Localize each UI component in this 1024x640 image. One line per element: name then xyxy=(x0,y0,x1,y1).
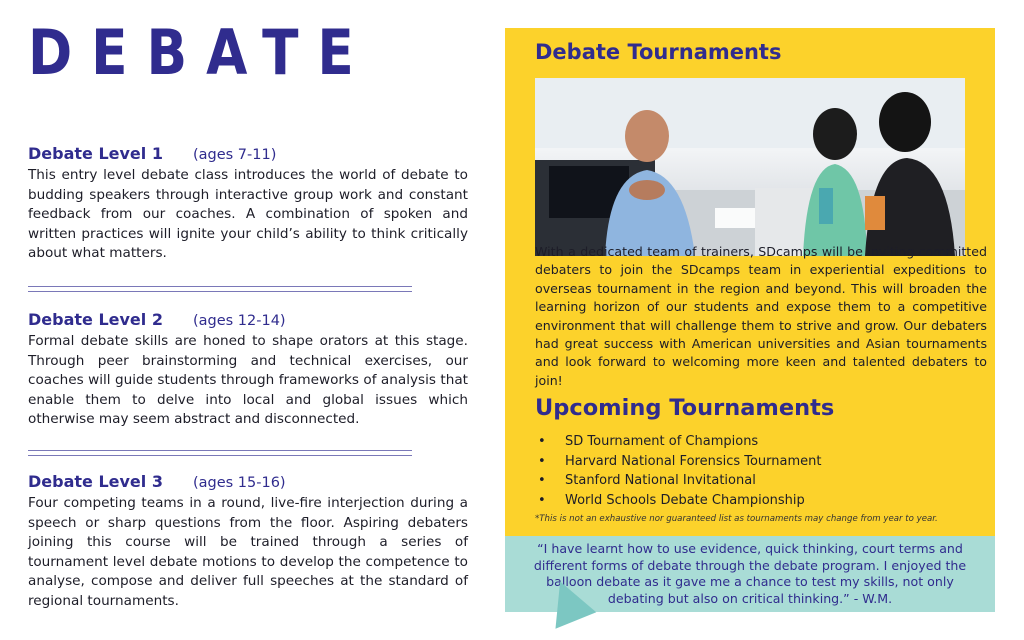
debate-level-1 xyxy=(28,144,468,264)
level-ages: (ages 12-14) xyxy=(192,313,286,329)
list-item: • World Schools Debate Championship xyxy=(535,491,822,511)
testimonial-quote: “I have learnt how to use evidence, quick thinking, court terms and different forms of debate through the debate program. I enjoyed the balloon debate as it gave me a chance to test my skills, not only debating but also on critical thinking.” - W.M. xyxy=(533,541,967,606)
list-item: • Stanford National Invitational xyxy=(535,471,822,491)
level-ages: (ages 7-11) xyxy=(192,147,277,163)
level-name: Debate Level 1 xyxy=(28,144,163,163)
upcoming-title: Upcoming Tournaments xyxy=(535,395,835,421)
tournament-list xyxy=(535,432,822,510)
page-title: DEBATE xyxy=(28,16,373,89)
debate-level-3 xyxy=(28,472,468,612)
section-divider xyxy=(28,450,412,456)
level-name: Debate Level 3 xyxy=(28,472,163,491)
list-item: • Harvard National Forensics Tournament xyxy=(535,452,822,472)
tournaments-description: With a dedicated team of trainers, SDcamps will be inviting committed debaters to join the SDcamps team in experiential expeditions to overseas tournament in the region and beyond. This will broaden the learning horizon of our students and expose them to a competitive environment that will challenge them to strive and grow. Our debaters had great success with American universities and Asian tournaments and look forward to welcoming more keen and talented debaters to join! xyxy=(535,244,987,388)
level-description: Four competing teams in a round, live-fire interjection during a speech or sharp questions from the floor. Aspiring debaters joining this course will be trained through a series of tournament level debate motions to develop the competence to analyse, compose and deliver full speeches at the standard of regional tournaments. xyxy=(28,495,468,609)
level-ages: (ages 15-16) xyxy=(192,475,286,491)
section-divider xyxy=(28,286,412,292)
tournaments-panel xyxy=(505,28,995,536)
classroom-photo xyxy=(535,78,965,256)
level-name: Debate Level 2 xyxy=(28,310,163,329)
photo-illustration xyxy=(535,78,965,256)
disclaimer-note: *This is not an exhaustive nor guaranteed list as tournaments may change from year to year. xyxy=(535,514,938,524)
tournaments-title: Debate Tournaments xyxy=(535,40,782,64)
list-item: • SD Tournament of Champions xyxy=(535,432,822,452)
debate-level-2 xyxy=(28,310,468,430)
level-description: This entry level debate class introduces the world of debate to budding speakers through interactive group work and constant feedback from our coaches. A combination of spoken and written practices will ignite your child’s ability to think critically about what matters. xyxy=(28,167,468,262)
level-description: Formal debate skills are honed to shape orators at this stage. Through peer brainstorming and technical exercises, our coaches will guide students through frameworks of analysis that enable them to delve into local and global issues which otherwise may seem abstract and disconnected. xyxy=(28,333,468,428)
